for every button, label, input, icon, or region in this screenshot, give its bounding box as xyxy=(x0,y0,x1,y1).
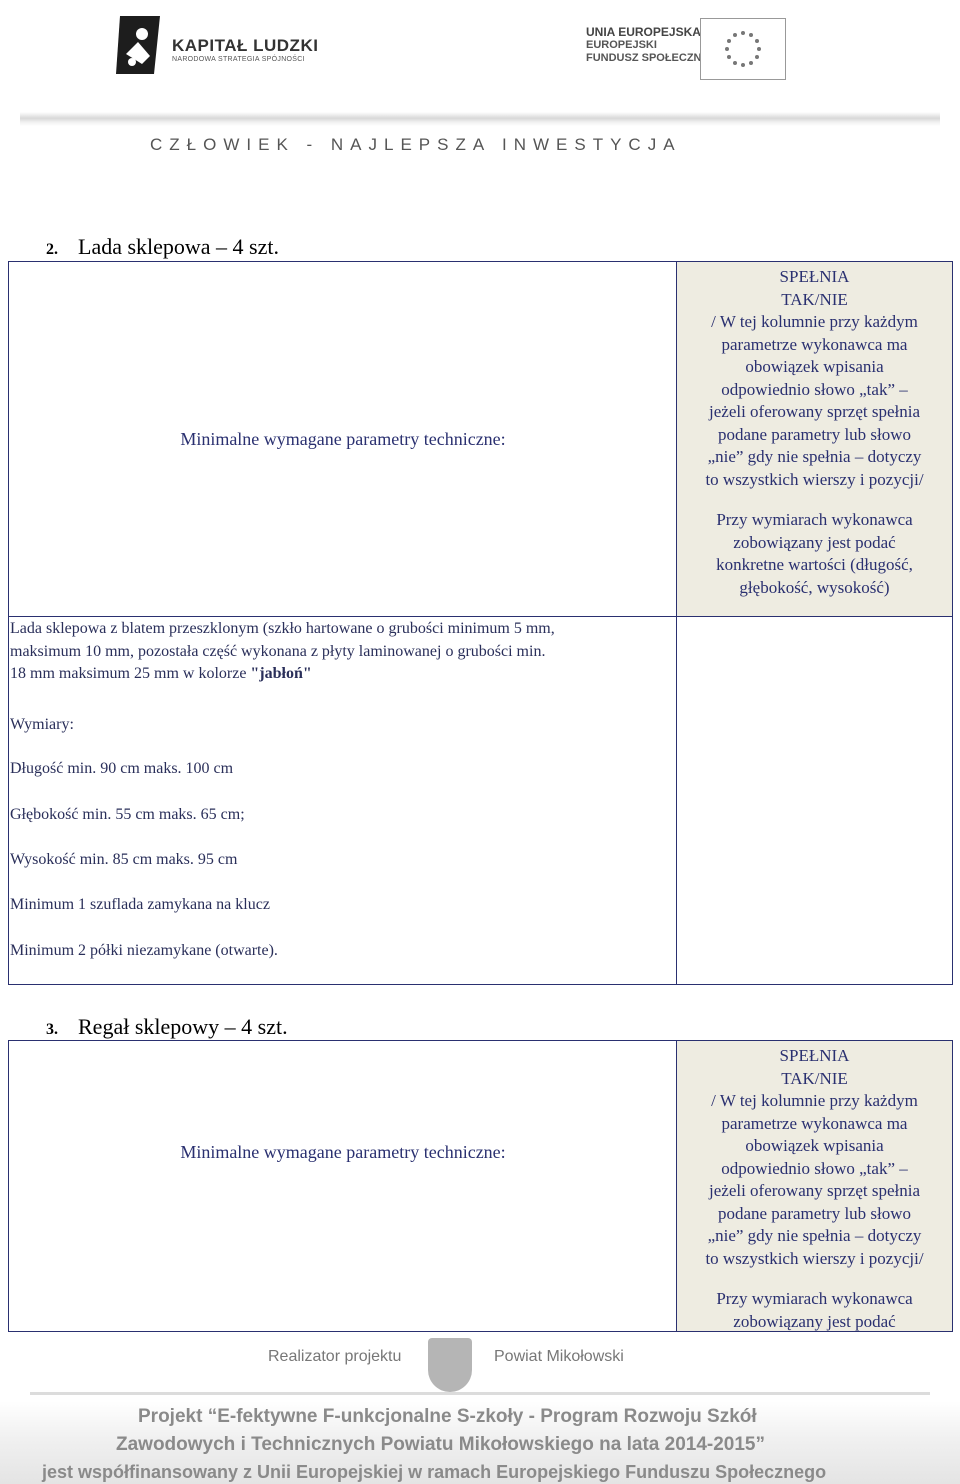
description-line: maksimum 10 mm, pozostała część wykonana z płyty laminowanej o grubości min. xyxy=(10,642,546,660)
right-header-line: „nie” gdy nie spełnia – dotyczy xyxy=(707,1226,922,1245)
right-header-line: / W tej kolumnie przy każdym xyxy=(711,1091,918,1110)
ue-label xyxy=(586,26,709,65)
dimension-depth: Głębokość min. 55 cm maks. 65 cm; xyxy=(10,806,245,823)
kapital-ludzki-subtitle: NARODOWA STRATEGIA SPÓJNOŚCI xyxy=(172,56,305,63)
description-line: Lada sklepowa z blatem przeszklonym (szkło hartowane o grubości minimum 5 mm, xyxy=(10,620,555,637)
right-header-line: TAK/NIE xyxy=(781,289,848,309)
section-3-table xyxy=(8,1040,953,1332)
dimension-length: Długość min. 90 cm maks. 100 cm xyxy=(10,760,234,777)
left-header-cell xyxy=(9,262,677,616)
right-header-line: Przy wymiarach wykonawca xyxy=(716,1289,913,1308)
right-header-line: podane parametry lub słowo xyxy=(717,424,912,444)
realizator-label: Realizator projektu xyxy=(268,1348,402,1365)
coat-of-arms-icon xyxy=(428,1338,472,1392)
description-line: 18 mm maksimum 25 mm w kolorze xyxy=(10,665,251,682)
right-header-line: TAK/NIE xyxy=(781,1068,848,1088)
right-header-line: to wszystkich wierszy i pozycji/ xyxy=(705,469,924,489)
right-header-line: podane parametry lub słowo xyxy=(717,1203,912,1223)
section-2-title-text: Lada sklepowa – 4 szt. xyxy=(78,234,279,259)
footer-divider xyxy=(30,1392,930,1395)
right-header-cell xyxy=(677,262,952,616)
footer-project-line-1: Projekt “E-fektywne F-unkcjonalne S-zkoły - Program Rozwoju Szkół xyxy=(138,1406,757,1427)
left-header-text: Minimalne wymagane parametry techniczne: xyxy=(180,428,506,449)
right-header-line: SPEŁNIA xyxy=(779,1046,850,1065)
ue-line-2: EUROPEJSKI xyxy=(586,39,657,51)
right-header-line: odpowiednio słowo „tak” – xyxy=(721,1158,908,1178)
section-3-title-text: Regał sklepowy – 4 szt. xyxy=(78,1014,288,1039)
right-header-line: jeżeli oferowany sprzęt spełnia xyxy=(709,402,920,421)
right-header-line: obowiązek wpisania xyxy=(745,1136,884,1155)
left-header-cell xyxy=(9,1041,677,1263)
ue-line-1: UNIA EUROPEJSKA xyxy=(586,25,701,39)
right-header-line: parametrze wykonawca ma xyxy=(721,334,908,354)
drawer-requirement: Minimum 1 szuflada zamykana na klucz xyxy=(10,896,270,913)
right-header-line: jeżeli oferowany sprzęt spełnia xyxy=(709,1181,920,1200)
right-header-line: odpowiednio słowo „tak” – xyxy=(721,379,908,399)
right-header-line: obowiązek wpisania xyxy=(745,357,884,376)
right-header-line: to wszystkich wierszy i pozycji/ xyxy=(705,1248,924,1268)
kapital-ludzki-title: KAPITAŁ LUDZKI xyxy=(172,36,319,55)
right-header-line: Przy wymiarach wykonawca xyxy=(716,510,913,529)
right-header-cell xyxy=(677,1041,952,1331)
footer-project-line-3: jest współfinansowany z Unii Europejskiej w ramach Europejskiego Funduszu Społecznego xyxy=(42,1462,827,1482)
right-header-line: / W tej kolumnie przy każdym xyxy=(711,312,918,331)
row-divider xyxy=(9,616,952,617)
eu-flag-icon xyxy=(700,18,786,80)
right-header-line: konkretne wartości (długość, xyxy=(716,555,913,574)
section-3-title xyxy=(46,1014,288,1040)
product-description xyxy=(10,618,674,686)
dimension-height: Wysokość min. 85 cm maks. 95 cm xyxy=(10,851,238,868)
right-header-line: zobowiązany jest podać xyxy=(733,1311,896,1331)
slogan: CZŁOWIEK - NAJLEPSZA INWESTYCJA xyxy=(150,135,682,154)
left-header-text: Minimalne wymagane parametry techniczne: xyxy=(180,1141,506,1162)
right-header-line: głębokość, wysokość) xyxy=(739,577,890,597)
right-header-line: zobowiązany jest podać xyxy=(733,532,896,552)
section-2-number: 2. xyxy=(46,241,58,258)
ue-line-3: FUNDUSZ SPOŁECZNY xyxy=(586,52,709,64)
section-3-number: 3. xyxy=(46,1021,58,1038)
shelves-requirement: Minimum 2 półki niezamykane (otwarte). xyxy=(10,942,278,959)
section-2-title xyxy=(46,234,279,260)
kapital-ludzki-logo-icon xyxy=(112,14,164,76)
dimensions-label: Wymiary: xyxy=(10,716,74,733)
color-name: "jabłoń" xyxy=(250,665,312,682)
header-divider xyxy=(20,112,940,126)
page-header xyxy=(0,0,960,180)
section-2-table xyxy=(8,261,953,985)
page-footer xyxy=(0,1334,960,1484)
powiat-label: Powiat Mikołowski xyxy=(494,1348,624,1365)
right-header-line: SPEŁNIA xyxy=(779,267,850,286)
right-header-line: parametrze wykonawca ma xyxy=(721,1113,908,1133)
description-line-last xyxy=(10,663,674,686)
right-header-line: „nie” gdy nie spełnia – dotyczy xyxy=(707,447,922,466)
footer-project-line-2: Zawodowych i Technicznych Powiatu Mikołowskiego na lata 2014-2015” xyxy=(116,1434,765,1455)
